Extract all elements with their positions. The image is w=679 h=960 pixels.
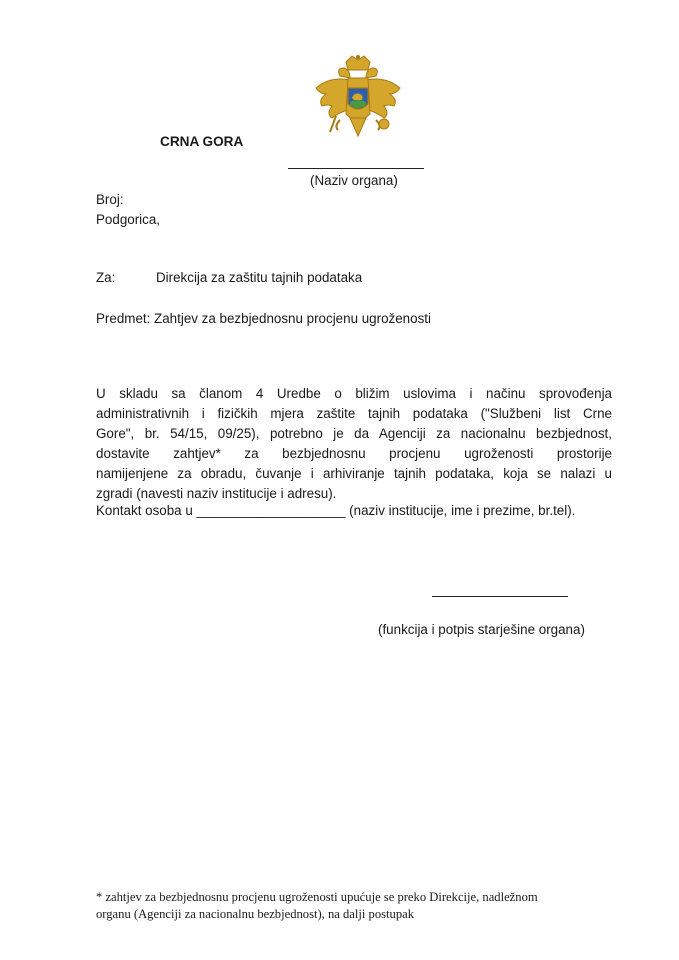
- reference-number-label: Broj:: [96, 192, 124, 207]
- recipient-value: Direkcija za zaštitu tajnih podataka: [156, 270, 363, 285]
- body-line: dostavite zahtjev* za bezbjednosnu procjenu ugroženosti prostorije: [96, 446, 612, 461]
- place-label: Podgorica,: [96, 212, 161, 227]
- subject-line: Predmet: Zahtjev za bezbjednosnu procjenu ugroženosti: [96, 311, 431, 326]
- organ-name-blank: [288, 158, 424, 169]
- footnote-line: organu (Agenciji za nacionalnu bezbjednost), na dalji postupak: [96, 907, 415, 921]
- coat-of-arms-icon: [310, 54, 406, 146]
- body-paragraph: [96, 384, 612, 504]
- recipient-label: Za:: [96, 270, 116, 285]
- body-line: U skladu sa članom 4 Uredbe o bližim uslovima i načinu sprovođenja: [96, 386, 612, 401]
- country-name: CRNA GORA: [160, 134, 244, 149]
- footnote-line: * zahtjev za bezbjednosnu procjenu ugroženosti upućuje se preko Direkcije, nadležnom: [96, 890, 538, 904]
- contact-line: Kontakt osoba u ____________________ (naziv institucije, ime i prezime, br.tel).: [96, 503, 576, 518]
- organ-caption: (Naziv organa): [310, 173, 398, 188]
- footnote: [96, 889, 596, 923]
- body-line: zgradi (navesti naziv institucije i adresu).: [96, 486, 337, 501]
- body-line: administrativnih i fizičkih mjera zaštite tajnih podataka ("Službeni list Crne: [96, 406, 612, 421]
- body-line: namijenjene za obradu, čuvanje i arhiviranje tajnih podataka, koja se nalazi u: [96, 466, 612, 481]
- signature-blank: [432, 586, 568, 597]
- body-line: Gore", br. 54/15, 09/25), potrebno je da Agenciji za nacionalnu bezbjednost,: [96, 426, 612, 441]
- signature-caption: (funkcija i potpis starješine organa): [378, 622, 585, 637]
